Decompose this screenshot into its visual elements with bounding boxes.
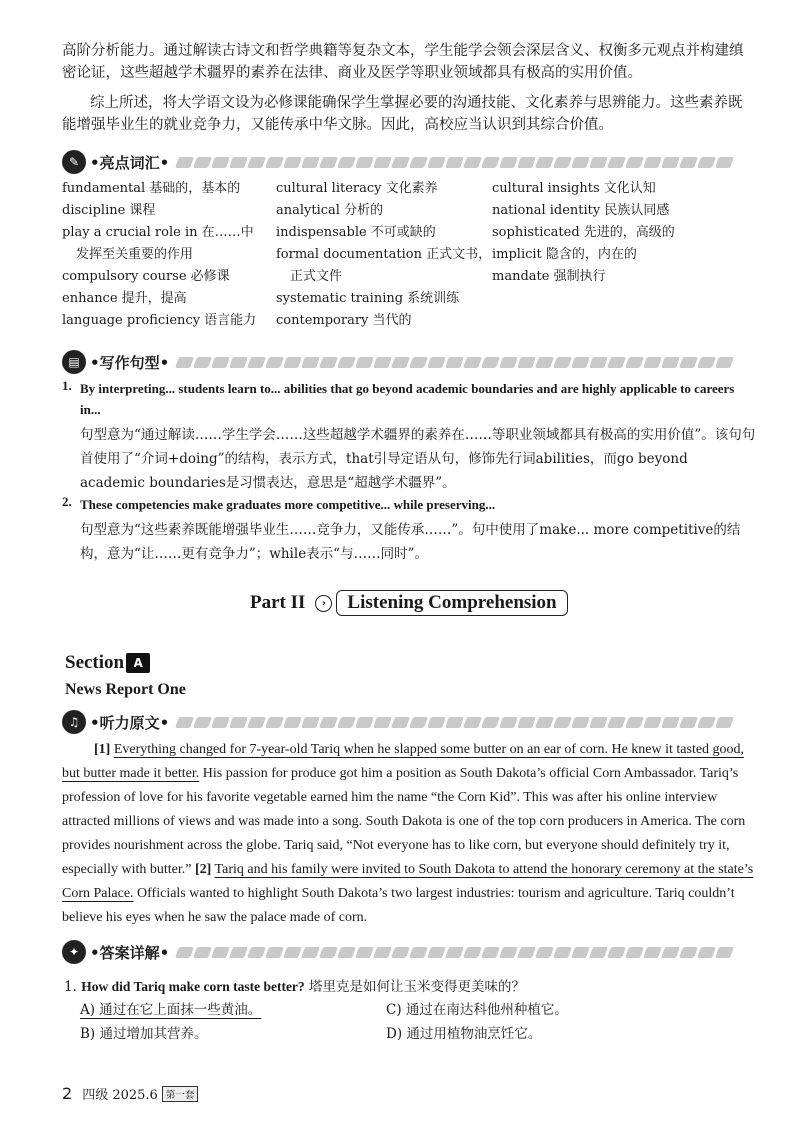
headphones-icon: ♫ (62, 710, 86, 734)
footer-text: 四级 2025.6 (82, 1088, 158, 1103)
section-label: Section (65, 652, 125, 673)
script-text-2: Officials wanted to highlight South Dakota’s two largest industries: tourism and agriculture. Tariq couldn’t believe his eyes when he saw the palace made of corn. (62, 886, 735, 925)
vocab-item: contemporary 当代的 (276, 313, 412, 328)
decorative-bars (177, 717, 732, 728)
patterns-title: 写作句型 (99, 353, 160, 372)
vocab-item: fundamental 基础的，基本的 (62, 181, 241, 196)
notebook-icon: ▤ (62, 350, 86, 374)
pattern-english: By interpreting... students learn to... abilities that go beyond academic boundaries and are highly applicable to careers in... (80, 381, 735, 417)
lightbulb-icon: ✦ (62, 940, 86, 964)
script-header: ♫ •听力原文• (62, 710, 732, 734)
vocab-item: enhance 提升，提高 (62, 291, 187, 306)
option-c: C) 通过在南达科他州种植它。 (386, 1002, 568, 1018)
vocab-item: national identity 民族认同感 (492, 203, 670, 218)
listening-script (62, 738, 754, 930)
vocab-item: discipline 课程 (62, 203, 156, 218)
section-heading (65, 652, 150, 674)
decorative-bars (177, 947, 732, 958)
underlined-answer-2: Tariq and his family were invited to South Dakota to attend the honorary ceremony at the state’s Corn Palace. (62, 862, 754, 901)
pattern-item-2 (62, 494, 756, 566)
vocab-item: formal documentation 正式文书， (276, 247, 492, 262)
pattern-number: 1. (62, 378, 72, 393)
option-d: D) 通过用植物油烹饪它。 (386, 1026, 542, 1042)
vocab-item: play a crucial role in 在……中 (62, 225, 254, 240)
intro-paragraph-2: 综上所述，将大学语文设为必修课能确保学生掌握必要的沟通技能、文化素养与思辨能力。这些素养既能增强毕业生的就业竞争力，又能传承中华文脉。因此，高校应当认识到其综合价值。 (62, 95, 743, 133)
pattern-number: 2. (62, 494, 72, 509)
footer-tag: 第一套 (162, 1086, 199, 1102)
document-pen-icon: ✎ (62, 150, 86, 174)
vocab-item: language proficiency 语言能力 (62, 313, 257, 328)
answers-title: 答案详解 (99, 943, 160, 962)
intro-paragraph-1: 高阶分析能力。通过解读古诗文和哲学典籍等复杂文本，学生能学会领会深层含义、权衡多元观点并构建缜密论证，这些超越学术疆界的素养在法律、商业及医学等职业领域都具有极高的实用价值。 (62, 43, 744, 81)
pattern-explanation: 句型意为“通过解读……学生学会……这些超越学术疆界的素养在……等职业领域都具有极高的实用价值”。该句句首使用了“介词+doing”的结构，表示方式，that引导定语从句，修饰先行词abilities，而go beyond academic boundaries是习惯表达，意思是“超越学术疆界”。 (80, 427, 756, 491)
script-text-1: His passion for produce got him a position as South Dakota’s official Corn Ambassador. Tariq’s profession of love for his favorite vegetable earned him the name “the Corn Kid”. This was after his online interview attracted millions of views and was made into a song. South Dakota is one of the top corn producers in America. The corn provides nourishment across the globe. Tariq said, “Not everyone has to like corn, but everyone should definitely try it, especially with butter.” (62, 766, 746, 877)
pattern-english: These competencies make graduates more competitive... while preserving... (80, 497, 496, 512)
page-footer (62, 1084, 198, 1103)
vocab-item: systematic training 系统训练 (276, 291, 460, 306)
part-heading (250, 588, 568, 618)
option-b: B) 通过增加其营养。 (80, 1026, 208, 1042)
pattern-explanation: 句型意为“这些素养既能增强毕业生……竞争力，又能传承……”。句中使用了make... more competitive的结构，意为“让……更有竞争力”；while表示“与……同时”。 (80, 522, 741, 562)
decorative-bars (177, 157, 732, 168)
option-a: A) 通过在它上面抹一些黄油。 (80, 1002, 262, 1018)
news-title: News Report One (65, 681, 186, 698)
vocab-item: 发挥至关重要的作用 (76, 247, 194, 262)
vocab-item: analytical 分析的 (276, 203, 384, 218)
patterns-header: ▤ •写作句型• (62, 350, 732, 374)
marker-2: [2] (194, 862, 212, 877)
vocab-column-3 (492, 178, 675, 288)
pattern-item-1 (62, 378, 756, 495)
vocab-item: mandate 强制执行 (492, 269, 606, 284)
question-1 (64, 975, 525, 995)
marker-1: [1] (94, 742, 111, 757)
vocab-column-2 (276, 178, 491, 332)
vocab-title: 亮点词汇 (99, 153, 160, 172)
script-title: 听力原文 (99, 713, 160, 732)
vocab-header: ✎ •亮点词汇• (62, 150, 732, 174)
question-english: How did Tariq make corn taste better? (81, 979, 305, 994)
decorative-bars (177, 357, 732, 368)
page-number: 2 (62, 1084, 73, 1103)
vocab-item: compulsory course 必修课 (62, 269, 230, 284)
question-chinese: 塔里克是如何让玉米变得更美味的？ (308, 979, 525, 995)
underlined-answer-1: Everything changed for 7-year-old Tariq when he slapped some butter on an ear of corn. He knew it tasted good, but butter made it better. (62, 742, 745, 781)
vocab-item: implicit 隐含的，内在的 (492, 247, 637, 262)
chevron-right-icon: › (315, 595, 332, 612)
part-title: Listening Comprehension (336, 590, 567, 616)
vocab-item: 正式文件 (290, 269, 343, 284)
vocab-column-1 (62, 178, 256, 332)
vocab-item: cultural insights 文化认知 (492, 181, 656, 196)
question-number: 1. (64, 979, 77, 995)
part-label: Part II (250, 592, 306, 613)
answers-header: ✦ •答案详解• (62, 940, 732, 964)
vocab-item: indispensable 不可或缺的 (276, 225, 436, 240)
section-badge: A (126, 653, 150, 673)
vocab-item: sophisticated 先进的，高级的 (492, 225, 675, 240)
vocab-item: cultural literacy 文化素养 (276, 181, 438, 196)
